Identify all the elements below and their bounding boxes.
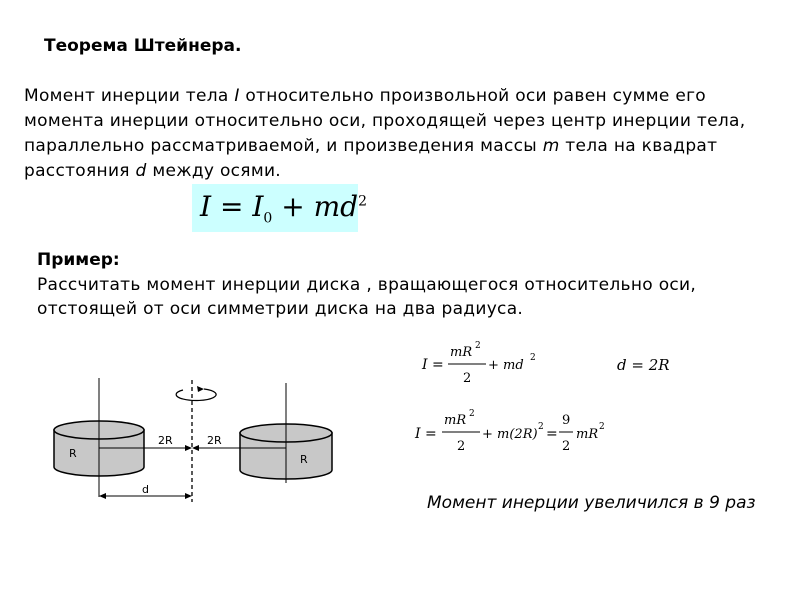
- steiner-formula-box: [192, 184, 367, 232]
- formulas-svg: [400, 335, 790, 465]
- slide-title: Теорема Штейнера.: [44, 36, 242, 56]
- f1-I: I =: [422, 357, 444, 373]
- distance-d-label: d: [142, 483, 149, 496]
- f2-I: I =: [415, 426, 437, 442]
- theorem-part-2: относительно произвольной оси равен сумме его момента инерции относительно оси, проходящей через центр инерции тела, параллельно рассматриваемой, и произведения массы: [24, 86, 746, 156]
- steiner-formula: [200, 190, 367, 227]
- f2-mR-exp: 2: [599, 422, 605, 432]
- f2-mR: mR: [576, 427, 599, 442]
- f1-numerator-exp: 2: [475, 341, 481, 351]
- f1-plus-md: + md: [488, 358, 524, 373]
- formula-d-equals-2R: d = 2R: [617, 356, 670, 374]
- left-2R-label: 2R: [158, 434, 173, 447]
- f2-nine: 9: [562, 413, 571, 428]
- f2-equals: =: [546, 426, 558, 442]
- distance-d-arrowhead-right: [185, 493, 192, 499]
- f2-plus-m2R: + m(2R): [482, 427, 538, 442]
- f2-numerator-exp: 2: [469, 409, 475, 419]
- f2-numerator: mR: [444, 413, 467, 428]
- formula-rhs: + md: [272, 190, 359, 223]
- theorem-part-3: тела на квадрат расстояния: [24, 136, 718, 181]
- rotation-arrowhead-icon: [197, 386, 204, 392]
- left-disk-radius-label: R: [69, 447, 77, 460]
- formula-1: [421, 341, 536, 386]
- theorem-statement: [24, 84, 784, 184]
- example-text: Рассчитать момент инерции диска , вращающегося относительно оси, отстоящей от оси симметрии диска на два радиуса.: [37, 275, 697, 319]
- symbol-I: I: [234, 86, 240, 106]
- symbol-d: d: [135, 161, 147, 181]
- distance-d-arrowhead-left: [99, 493, 106, 499]
- f2-denominator: 2: [457, 439, 466, 454]
- right-2R-label: 2R: [207, 434, 222, 447]
- left-2R-arrowhead: [185, 445, 192, 451]
- f2-m2R-exp: 2: [538, 422, 544, 432]
- f1-denominator: 2: [463, 371, 472, 386]
- f2-two: 2: [562, 439, 571, 454]
- disk-diagram: [40, 375, 370, 520]
- result-statement: Момент инерции увеличился в 9 раз: [427, 493, 756, 513]
- right-2R-arrowhead: [192, 445, 199, 451]
- theorem-part-4: между осями.: [146, 161, 281, 181]
- formula-2: [414, 409, 605, 454]
- formula-lhs: I = I: [200, 190, 264, 223]
- right-disk-radius-label: R: [300, 453, 308, 466]
- symbol-m: m: [542, 136, 560, 156]
- f1-md-exp: 2: [530, 353, 536, 363]
- formula-exponent: 2: [358, 193, 367, 210]
- formula-subscript: 0: [263, 210, 273, 227]
- theorem-part-1: Момент инерции тела: [24, 86, 235, 106]
- example-heading: Пример:: [37, 250, 120, 270]
- f1-numerator: mR: [450, 345, 473, 360]
- rotation-arrow-icon: [176, 389, 216, 401]
